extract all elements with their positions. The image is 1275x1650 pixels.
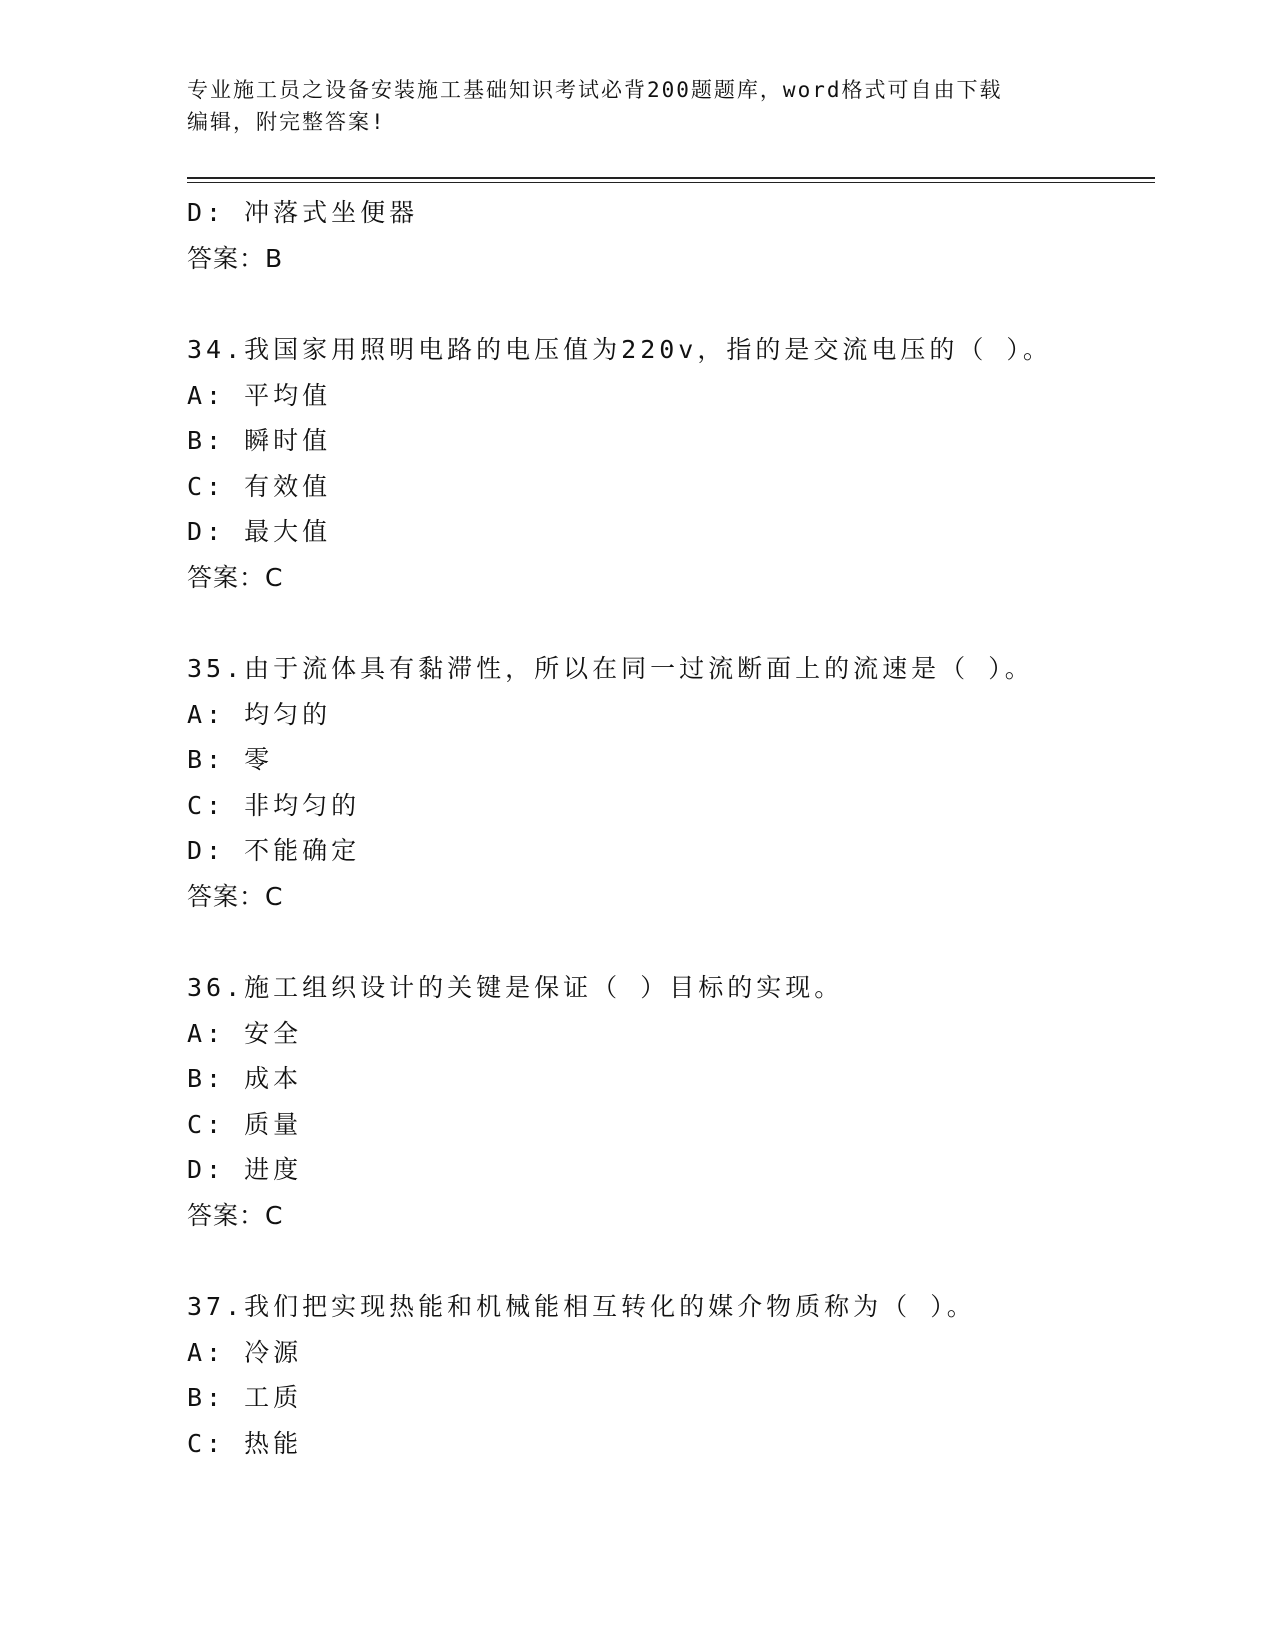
answer-line: 答案：C <box>187 1200 284 1230</box>
option-c: C: 非均匀的 <box>187 790 361 820</box>
document-header <box>187 74 1087 138</box>
option-b: B: 瞬时值 <box>187 426 332 455</box>
question-34 <box>187 327 1155 600</box>
answer-line: 答案：B <box>187 243 284 273</box>
header-title-line-1: 专业施工员之设备安装施工基础知识考试必背200题题库，word格式可自由下载 <box>187 78 1003 102</box>
option-c: C: 有效值 <box>187 471 332 501</box>
question-stem: 36.施工组织设计的关键是保证（ ）目标的实现。 <box>187 973 844 1002</box>
header-divider <box>187 177 1155 183</box>
answer-line: 答案：C <box>187 881 284 911</box>
option-a: A: 平均值 <box>187 380 332 410</box>
question-list <box>187 190 1155 1466</box>
option-a: A: 均匀的 <box>187 699 332 729</box>
question-stem: 34.我国家用照明电路的电压值为220v，指的是交流电压的（ ）。 <box>187 335 1052 364</box>
option-a: A: 冷源 <box>187 1337 303 1367</box>
option-d: D: 不能确定 <box>187 836 361 865</box>
question-stem: 37.我们把实现热能和机械能相互转化的媒介物质称为（ ）。 <box>187 1292 976 1321</box>
option-c: C: 热能 <box>187 1428 303 1458</box>
option-a: A: 安全 <box>187 1018 303 1048</box>
option-c: C: 质量 <box>187 1109 303 1139</box>
header-title-line-2: 编辑，附完整答案! <box>187 110 386 134</box>
option-b: B: 工质 <box>187 1383 303 1412</box>
continued-question-block <box>187 190 1155 281</box>
question-stem: 35.由于流体具有黏滞性，所以在同一过流断面上的流速是（ ）。 <box>187 654 1034 683</box>
answer-line: 答案：C <box>187 562 284 592</box>
option-b: B: 成本 <box>187 1064 303 1093</box>
question-37 <box>187 1284 1155 1466</box>
option-d: D: 进度 <box>187 1155 303 1184</box>
question-36 <box>187 965 1155 1238</box>
option-d: D: 最大值 <box>187 517 332 546</box>
question-35 <box>187 646 1155 919</box>
option-b: B: 零 <box>187 745 274 774</box>
option-d: D: 冲落式坐便器 <box>187 198 419 227</box>
